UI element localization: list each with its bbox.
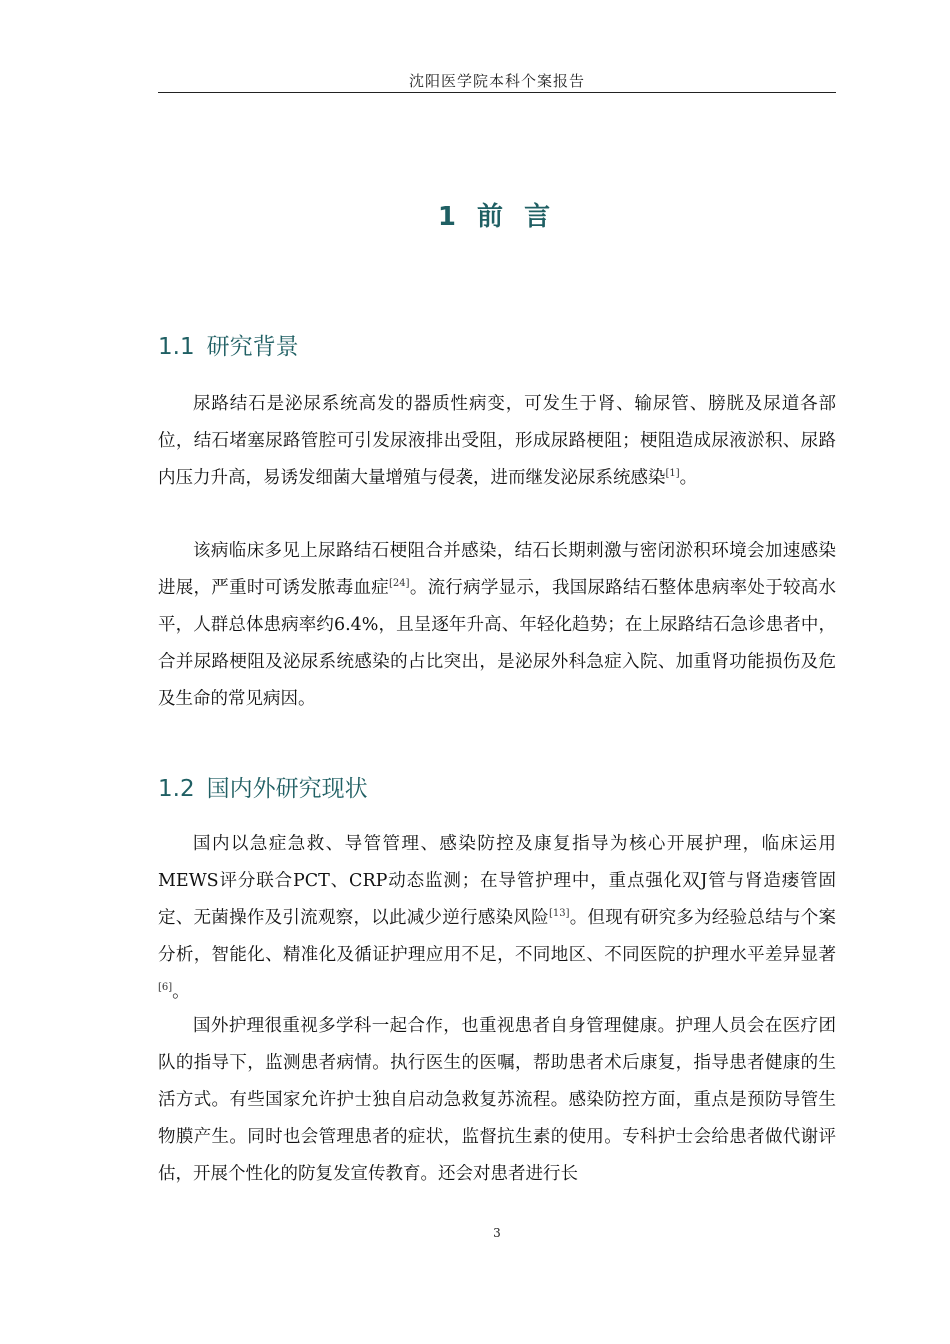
- paragraph: [158, 826, 836, 1011]
- paragraph: [158, 1008, 836, 1216]
- running-header: 沈阳医学院本科个案报告: [408, 72, 585, 90]
- citation: [24]: [389, 578, 410, 589]
- text-run: 尿路结石是泌尿系统高发的器质性病变，可发生于肾、输尿管、膀胱及尿道各部位，结石堵塞尿路管腔可引发尿液排出受阻，形成尿路梗阻；梗阻造成尿液淤积、尿路内压力升高，易诱发细菌大量增殖与侵袭，进而继发泌尿系统感染: [158, 394, 836, 488]
- section-number: 1.1: [158, 334, 195, 360]
- section-title: 研究背景: [206, 334, 299, 360]
- citation: [13]: [548, 908, 570, 919]
- section-number: 1.2: [158, 776, 195, 802]
- paragraph: [158, 533, 836, 718]
- text-run: 国外护理很重视多学科一起合作，也重视患者自身管理健康。护理人员会在医疗团队的指导下，监测患者病情。执行医生的医嘱，帮助患者术后康复，指导患者健康的生活方式。有些国家允许护士独自启动急救复苏流程。感染防控方面，重点是预防导管生物膜产生。同时也会管理患者的症状，监督抗生素的使用。专科护士会给患者做代谢评估，开展个性化的防复发宣传教育。还会对患者进行长: [158, 1016, 836, 1184]
- section-heading-1-2: [158, 770, 836, 803]
- text-run: 。: [679, 468, 698, 488]
- citation: [1]: [665, 468, 680, 479]
- text-run: 。流行病学显示，我国尿路结石整体患病率处于较高水平，人群总体患病率约6.4%，且呈逐年升高、年轻化趋势；在上尿路结石急诊患者中，合并尿路梗阻及泌尿系统感染的占比突出，是泌尿外科急症入院、加重肾功能损伤及危及生命的常见病因。: [158, 578, 837, 709]
- page-number: 3: [493, 1226, 501, 1240]
- text-run: 。但现有研究多为经验总结与个案分析，智能化、精准化及循证护理应用不足，不同地区、不同医院的护理水平差异显著: [158, 908, 837, 965]
- header-rule: [158, 92, 836, 93]
- section-title: 国内外研究现状: [206, 776, 368, 802]
- chapter-title: 1 前 言: [437, 202, 557, 232]
- citation: [6]: [158, 982, 173, 993]
- text-run: 国内以急症急救、导管管理、感染防控及康复指导为核心开展护理，临床运用MEWS评分联合PCT、CRP动态监测；在导管护理中，重点强化双J管与肾造瘘管固定、无菌操作及引流观察，以此减少逆行感染风险: [158, 834, 836, 928]
- text-run: 。: [172, 982, 190, 1002]
- text-run: 该病临床多见上尿路结石梗阻合并感染，结石长期刺激与密闭淤积环境会加速感染进展，严重时可诱发脓毒血症: [158, 541, 836, 598]
- section-heading-1-1: [158, 328, 836, 361]
- paragraph: [158, 386, 836, 497]
